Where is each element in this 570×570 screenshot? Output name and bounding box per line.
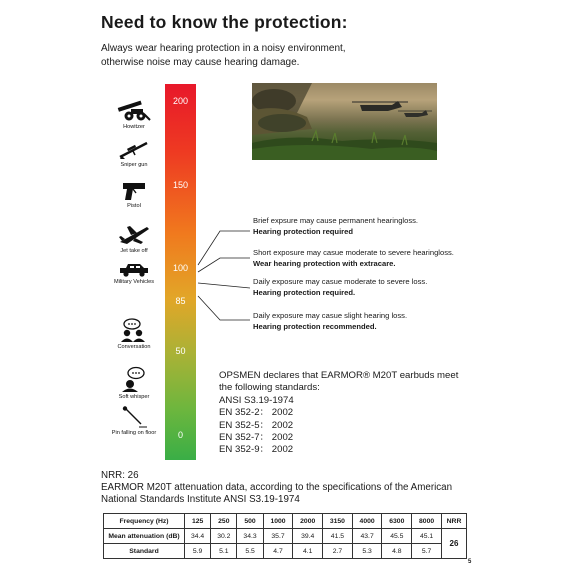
standard-item: ANSI S3.19-1974 xyxy=(219,394,294,406)
mean-cell: 45.5 xyxy=(382,529,412,544)
subtitle-line-1: Always wear hearing protection in a noisy environment, xyxy=(101,43,346,54)
exposure-note-2-text: Short exposure may casue moderate to severe hearingloss. xyxy=(253,248,454,257)
db-tick-150: 150 xyxy=(172,180,189,190)
source-label-pin-falling: Pin falling on floor xyxy=(111,430,157,436)
std-cell: 4.8 xyxy=(382,544,412,559)
exposure-note-4-text: Daily exposure may casue slight hearing loss. xyxy=(253,311,408,320)
std-cell: 5.7 xyxy=(412,544,442,559)
freq-cell: 2000 xyxy=(293,514,323,529)
source-label-soft-whisper: Soft whisper xyxy=(118,394,150,400)
std-cell: 5.1 xyxy=(211,544,237,559)
db-tick-100: 100 xyxy=(172,263,189,273)
standard-item: EN 352-7： 2002 xyxy=(219,432,294,444)
mean-cell: 35.7 xyxy=(263,529,293,544)
source-label-howitzer: Howitzer xyxy=(123,124,145,130)
page-number: 5 xyxy=(468,559,472,565)
nrr-column-header: NRR xyxy=(442,514,467,529)
table-row-mean xyxy=(104,529,467,544)
freq-cell: 500 xyxy=(237,514,263,529)
table-row-standard xyxy=(104,544,467,559)
mean-cell: 45.1 xyxy=(412,529,442,544)
db-tick-200: 200 xyxy=(172,96,189,106)
mean-cell: 43.7 xyxy=(352,529,382,544)
source-label-sniper-gun: Sniper gun xyxy=(120,162,148,168)
freq-cell: 1000 xyxy=(263,514,293,529)
row-header-standard: Standard xyxy=(104,544,185,559)
standards-declaration xyxy=(219,370,458,457)
std-cell: 4.1 xyxy=(293,544,323,559)
exposure-note-1-advice: Hearing protection required xyxy=(253,226,353,236)
mean-cell: 41.5 xyxy=(323,529,353,544)
std-cell: 4.7 xyxy=(263,544,293,559)
db-tick-0: 0 xyxy=(177,430,183,440)
exposure-note-4 xyxy=(253,311,407,332)
source-label-jet-take-off: Jet take off xyxy=(120,248,148,254)
db-tick-50: 50 xyxy=(175,346,186,356)
standard-item: EN 352-9： 2002 xyxy=(219,444,294,456)
source-label-military-vehicles: Military Vehicles xyxy=(113,279,155,285)
std-cell: 5.5 xyxy=(237,544,263,559)
std-cell: 2.7 xyxy=(323,544,353,559)
subtitle-line-2: otherwise noise may cause hearing damage. xyxy=(101,57,300,68)
attenuation-desc-line-2: National Standards Institute ANSI S3.19-1974 xyxy=(101,494,300,506)
freq-cell: 6300 xyxy=(382,514,412,529)
db-tick-85: 85 xyxy=(175,296,186,306)
mean-cell: 34.3 xyxy=(237,529,263,544)
nrr-value-cell: 26 xyxy=(442,529,467,559)
freq-cell: 125 xyxy=(185,514,211,529)
standard-item: EN 352-2： 2002 xyxy=(219,407,294,419)
declaration-line-1: OPSMEN declares that EARMOR® M20T earbuds meet xyxy=(219,370,459,381)
attenuation-desc-line-1: EARMOR M20T attenuation data, according to the specifications of the American xyxy=(101,482,453,494)
mean-cell: 30.2 xyxy=(211,529,237,544)
exposure-note-1 xyxy=(253,216,418,237)
freq-cell: 4000 xyxy=(352,514,382,529)
row-header-mean: Mean attenuation (dB) xyxy=(104,529,185,544)
declaration-line-2: the following standards: xyxy=(219,382,320,394)
mean-cell: 39.4 xyxy=(293,529,323,544)
source-label-conversation: Conversation xyxy=(117,344,151,350)
source-label-pistol: Pistol xyxy=(127,203,141,209)
std-cell: 5.3 xyxy=(352,544,382,559)
exposure-note-4-advice: Hearing protection recommended. xyxy=(253,321,377,331)
attenuation-table xyxy=(103,513,467,559)
exposure-note-3-text: Daily exposure may casue moderate to severe loss. xyxy=(253,277,428,286)
mean-cell: 34.4 xyxy=(185,529,211,544)
exposure-note-3 xyxy=(253,277,427,298)
table-row-frequency xyxy=(104,514,467,529)
freq-cell: 250 xyxy=(211,514,237,529)
page-title: Need to know the protection: xyxy=(101,12,348,32)
exposure-note-1-text: Brief expsure may cause permanent hearingloss. xyxy=(253,216,419,225)
nrr-rating: NRR: 26 xyxy=(101,470,139,481)
freq-cell: 3150 xyxy=(323,514,353,529)
exposure-note-2-advice: Wear hearing protection with extracare. xyxy=(253,258,396,268)
std-cell: 5.9 xyxy=(185,544,211,559)
row-header-frequency: Frequency (Hz) xyxy=(104,514,185,529)
exposure-note-2 xyxy=(253,248,454,269)
standard-item: EN 352-5： 2002 xyxy=(219,419,294,431)
freq-cell: 8000 xyxy=(412,514,442,529)
nrr-section xyxy=(101,470,452,507)
exposure-note-3-advice: Hearing protection required. xyxy=(253,287,356,297)
